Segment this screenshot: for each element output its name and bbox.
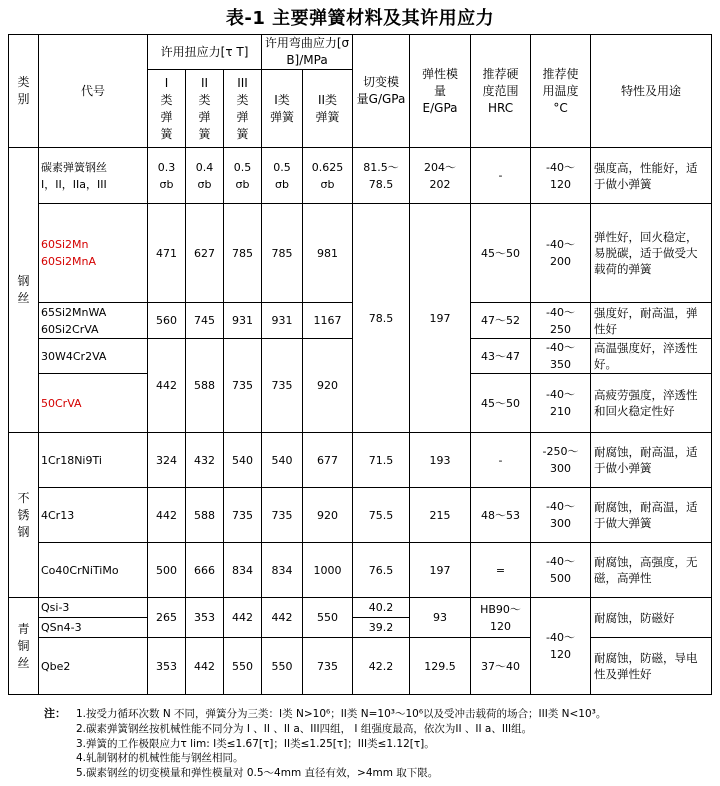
torsion-2-cell: 588: [186, 488, 224, 543]
table-row: [9, 433, 712, 488]
feature-merged-cell: 耐腐蚀，防磁好: [591, 598, 712, 638]
torsion-1-cell: 324: [148, 433, 186, 488]
torsion-2-cell: 745: [186, 303, 224, 339]
code-cell: 65Si2MnWA 60Si2CrVA: [39, 303, 148, 339]
torsion-1-cell: 442: [148, 488, 186, 543]
hardness-cell: 37～40: [471, 638, 531, 695]
code-cell: Qsi-3: [39, 598, 148, 618]
temperature-merged-cell: -40～ 120: [531, 598, 591, 695]
feature-cell: 耐腐蚀，防磁，导电性及弹性好: [591, 638, 712, 695]
shear-modulus-cell: 76.5: [353, 543, 410, 598]
table-row: [9, 638, 712, 695]
bending-1-cell: 931: [262, 303, 303, 339]
bending-2-merged-cell: 550: [303, 598, 353, 638]
hardness-cell: -: [471, 433, 531, 488]
hardness-cell: 48～53: [471, 488, 531, 543]
hardness-cell: =: [471, 543, 531, 598]
bending-1-cell: 785: [262, 204, 303, 303]
torsion-1-cell: 500: [148, 543, 186, 598]
footnotes-lead: 注：: [44, 707, 66, 720]
header-code: 代号: [39, 35, 148, 148]
footnote-item: 5.碳素钢丝的切变模量和弹性模量对 0.5～4mm 直径有效，>4mm 取下限。: [76, 767, 439, 780]
header-shear-modulus: 切变模 量G/GPa: [353, 35, 410, 148]
footnote-item: 1.按受力循环次数 N 不同，弹簧分为三类：I类 N>10⁶；II类 N=10³～10⁶以及受冲击载荷的场合；III类 N<10³。: [76, 708, 607, 720]
feature-cell: 高温强度好，淬透性好。: [591, 339, 712, 374]
elastic-modulus-cell: 215: [410, 488, 471, 543]
table-row: [9, 204, 712, 303]
torsion-2-cell: 0.4 σb: [186, 148, 224, 204]
header-hardness: 推荐硬 度范围 HRC: [471, 35, 531, 148]
feature-cell: 耐腐蚀，耐高温，适于做小弹簧: [591, 433, 712, 488]
torsion-3-cell: 785: [224, 204, 262, 303]
bending-2-cell: 735: [303, 638, 353, 695]
footnote-item: 4.轧制钢材的机械性能与钢丝相同。: [76, 752, 244, 765]
shear-modulus-cell: 75.5: [353, 488, 410, 543]
elastic-modulus-cell: 197: [410, 543, 471, 598]
table-row: [9, 543, 712, 598]
temperature-cell: -40～ 300: [531, 488, 591, 543]
temperature-cell: -250～ 300: [531, 433, 591, 488]
header-torsion-class-1: I 类 弹 簧: [148, 70, 186, 148]
hardness-cell: 47～52: [471, 303, 531, 339]
torsion-1-cell: 471: [148, 204, 186, 303]
code-cell: 碳素弹簧钢丝 I，II，IIa，III: [39, 148, 148, 204]
elastic-modulus-cell: 204～ 202: [410, 148, 471, 204]
torsion-3-merged-cell: 442: [224, 598, 262, 638]
header-torsion-class-3: III 类 弹 簧: [224, 70, 262, 148]
hardness-cell: 45～50: [471, 374, 531, 433]
torsion-1-merged-cell: 442: [148, 339, 186, 433]
footnote-item: 2.碳素弹簧钢丝按机械性能不同分为 I 、II 、II a、III四组， I 组强度最高，依次为II 、II a、III组。: [76, 722, 533, 735]
shear-modulus-cell: 42.2: [353, 638, 410, 695]
torsion-2-merged-cell: 588: [186, 339, 224, 433]
torsion-3-cell: 834: [224, 543, 262, 598]
torsion-3-cell: 735: [224, 488, 262, 543]
bending-1-merged-cell: 735: [262, 339, 303, 433]
table-row: [9, 488, 712, 543]
bending-1-cell: 0.5 σb: [262, 148, 303, 204]
header-bending-class-2: II类 弹簧: [303, 70, 353, 148]
header-torsion-group: 许用扭应力[τ T]: [148, 35, 262, 70]
torsion-2-merged-cell: 353: [186, 598, 224, 638]
footnote-item: 3.弹簧的工作极限应力τ lim: I类≤1.67[τ]；II类≤1.25[τ]；III类≤1.12[τ]。: [76, 737, 435, 750]
torsion-3-cell: 931: [224, 303, 262, 339]
bending-2-merged-cell: 920: [303, 339, 353, 433]
torsion-1-cell: 0.3 σb: [148, 148, 186, 204]
bending-2-cell: 0.625 σb: [303, 148, 353, 204]
bending-1-cell: 550: [262, 638, 303, 695]
header-elastic-modulus: 弹性模 量 E/GPa: [410, 35, 471, 148]
torsion-3-cell: 540: [224, 433, 262, 488]
bending-2-cell: 1000: [303, 543, 353, 598]
temperature-cell: -40～ 120: [531, 148, 591, 204]
shear-modulus-cell: 39.2: [353, 618, 410, 638]
torsion-1-merged-cell: 265: [148, 598, 186, 638]
spring-materials-table: [8, 34, 712, 695]
elastic-modulus-merged-cell: 93: [410, 598, 471, 638]
header-features: 特性及用途: [591, 35, 712, 148]
code-cell: 30W4Cr2VA: [39, 339, 148, 374]
feature-cell: 强度高，性能好，适于做小弹簧: [591, 148, 712, 204]
temperature-cell: -40～ 200: [531, 204, 591, 303]
header-bending-group: 许用弯曲应力[σ B]/MPa: [262, 35, 353, 70]
torsion-3-cell: 550: [224, 638, 262, 695]
code-cell: Qbe2: [39, 638, 148, 695]
code-cell: 1Cr18Ni9Ti: [39, 433, 148, 488]
table-title: 表-1 主要弹簧材料及其许用应力: [225, 8, 495, 29]
bending-1-cell: 735: [262, 488, 303, 543]
bending-1-cell: 540: [262, 433, 303, 488]
header-bending-class-1: I类 弹簧: [262, 70, 303, 148]
feature-cell: 耐腐蚀，耐高温，适于做大弹簧: [591, 488, 712, 543]
table-row: [9, 148, 712, 204]
code-cell: Co40CrNiTiMo: [39, 543, 148, 598]
code-cell: 50CrVA: [39, 374, 148, 433]
shear-modulus-cell: 40.2: [353, 598, 410, 618]
header-category: 类 别: [9, 35, 39, 148]
torsion-2-cell: 666: [186, 543, 224, 598]
category-stainless: 不 锈 钢: [9, 433, 39, 598]
torsion-2-cell: 627: [186, 204, 224, 303]
header-temperature: 推荐使 用温度 °C: [531, 35, 591, 148]
code-cell: 60Si2Mn 60Si2MnA: [39, 204, 148, 303]
bending-2-cell: 677: [303, 433, 353, 488]
shear-modulus-merged-cell: 78.5: [353, 204, 410, 433]
torsion-3-cell: 0.5 σb: [224, 148, 262, 204]
shear-modulus-cell: 71.5: [353, 433, 410, 488]
hardness-cell: 45～50: [471, 204, 531, 303]
temperature-cell: -40～ 350: [531, 339, 591, 374]
torsion-2-cell: 442: [186, 638, 224, 695]
code-cell: QSn4-3: [39, 618, 148, 638]
torsion-1-cell: 560: [148, 303, 186, 339]
hardness-cell: 43～47: [471, 339, 531, 374]
temperature-cell: -40～ 250: [531, 303, 591, 339]
torsion-2-cell: 432: [186, 433, 224, 488]
code-cell: 4Cr13: [39, 488, 148, 543]
feature-cell: 耐腐蚀，高强度，无磁，高弹性: [591, 543, 712, 598]
table-row: [9, 598, 712, 618]
category-bronze: 青 铜 丝: [9, 598, 39, 695]
elastic-modulus-cell: 193: [410, 433, 471, 488]
bending-2-cell: 1167: [303, 303, 353, 339]
bending-1-cell: 834: [262, 543, 303, 598]
torsion-3-merged-cell: 735: [224, 339, 262, 433]
header-torsion-class-2: II 类 弹 簧: [186, 70, 224, 148]
feature-cell: 高疲劳强度，淬透性和回火稳定性好: [591, 374, 712, 433]
feature-cell: 弹性好，回火稳定，易脱碳，适于做受大载荷的弹簧: [591, 204, 712, 303]
temperature-cell: -40～ 500: [531, 543, 591, 598]
footnotes: [44, 707, 714, 781]
elastic-modulus-cell: 129.5: [410, 638, 471, 695]
shear-modulus-cell: 81.5～ 78.5: [353, 148, 410, 204]
torsion-1-cell: 353: [148, 638, 186, 695]
temperature-cell: -40～ 210: [531, 374, 591, 433]
bending-1-merged-cell: 442: [262, 598, 303, 638]
hardness-merged-cell: HB90～ 120: [471, 598, 531, 638]
feature-cell: 强度好，耐高温，弹性好: [591, 303, 712, 339]
elastic-modulus-merged-cell: 197: [410, 204, 471, 433]
category-steel-wire: 钢 丝: [9, 148, 39, 433]
hardness-cell: -: [471, 148, 531, 204]
bending-2-cell: 981: [303, 204, 353, 303]
bending-2-cell: 920: [303, 488, 353, 543]
